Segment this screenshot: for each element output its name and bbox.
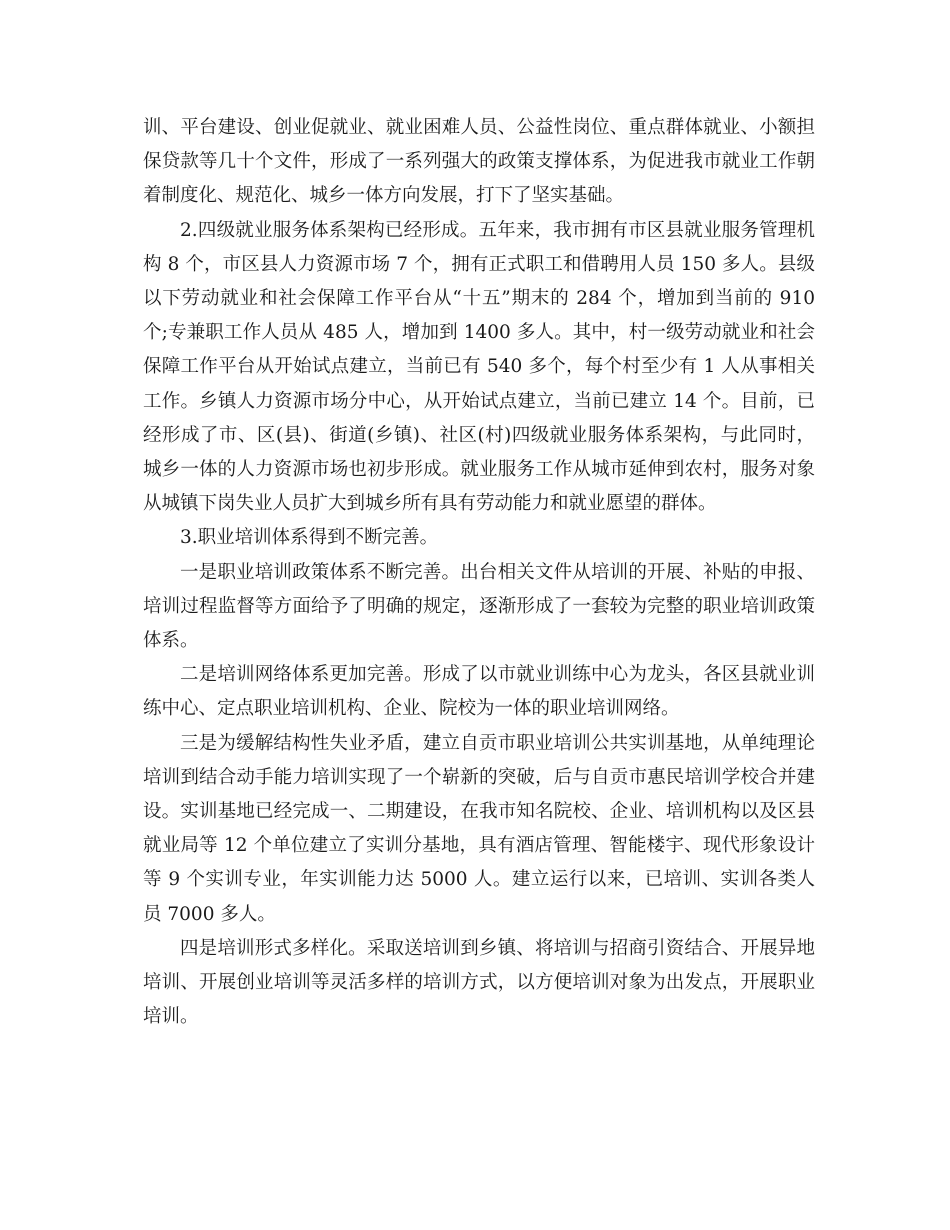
paragraph-training-heading: 3.职业培训体系得到不断完善。 xyxy=(180,527,439,549)
document-body xyxy=(143,111,815,1034)
paragraph-policy-docs: 训、平台建设、创业促就业、就业困难人员、公益性岗位、重点群体就业、小额担保贷款等几十个文件，形成了一系列强大的政策支撑体系，为促进我市就业工作朝着制度化、规范化、城乡一体方向发展，打下了坚实基础。 xyxy=(143,117,815,207)
paragraph-training-policy: 一是职业培训政策体系不断完善。出台相关文件从培训的开展、补贴的申报、培训过程监督等方面给予了明确的规定，逐渐形成了一套较为完整的职业培训政策体系。 xyxy=(143,561,815,652)
paragraph-training-network: 二是培训网络体系更加完善。形成了以市就业训练中心为龙头，各区县就业训练中心、定点职业培训机构、企业、院校为一体的职业培训网络。 xyxy=(143,664,815,720)
paragraph-training-forms: 四是培训形式多样化。采取送培训到乡镇、将培训与招商引资结合、开展异地培训、开展创业培训等灵活多样的培训方式，以方便培训对象为出发点，开展职业培训。 xyxy=(143,937,815,1028)
paragraph-service-system: 2.四级就业服务体系架构已经形成。五年来，我市拥有市区县就业服务管理机构 8 个，市区县人力资源市场 7 个，拥有正式职工和借聘用人员 150 多人。县级以下劳动就业和社会保障工作平台从“十五”期末的 284 个，增加到当前的 910 个;专兼职工作人员从 485 人，增加到 1400 多人。其中，村一级劳动就业和社会保障工作平台从开始试点建立，当前已有 540 多个，每个村至少有 1 人从事相关工作。乡镇人力资源市场分中心，从开始试点建立，当前已建立 14 个。目前，已经形成了市、区(县)、街道(乡镇)、社区(村)四级就业服务体系架构，与此同时，城乡一体的人力资源市场也初步形成。就业服务工作从城市延伸到农村，服务对象从城镇下岗失业人员扩大到城乡所有具有劳动能力和就业愿望的群体。 xyxy=(143,219,815,515)
paragraph-training-base: 三是为缓解结构性失业矛盾，建立自贡市职业培训公共实训基地，从单纯理论培训到结合动手能力培训实现了一个崭新的突破，后与自贡市惠民培训学校合并建设。实训基地已经完成一、二期建设，在我市知名院校、企业、培训机构以及区县就业局等 12 个单位建立了实训分基地，具有酒店管理、智能楼宇、现代形象设计等 9 个实训专业，年实训能力达 5000 人。建立运行以来，已培训、实训各类人员 7000 多人。 xyxy=(143,732,815,925)
